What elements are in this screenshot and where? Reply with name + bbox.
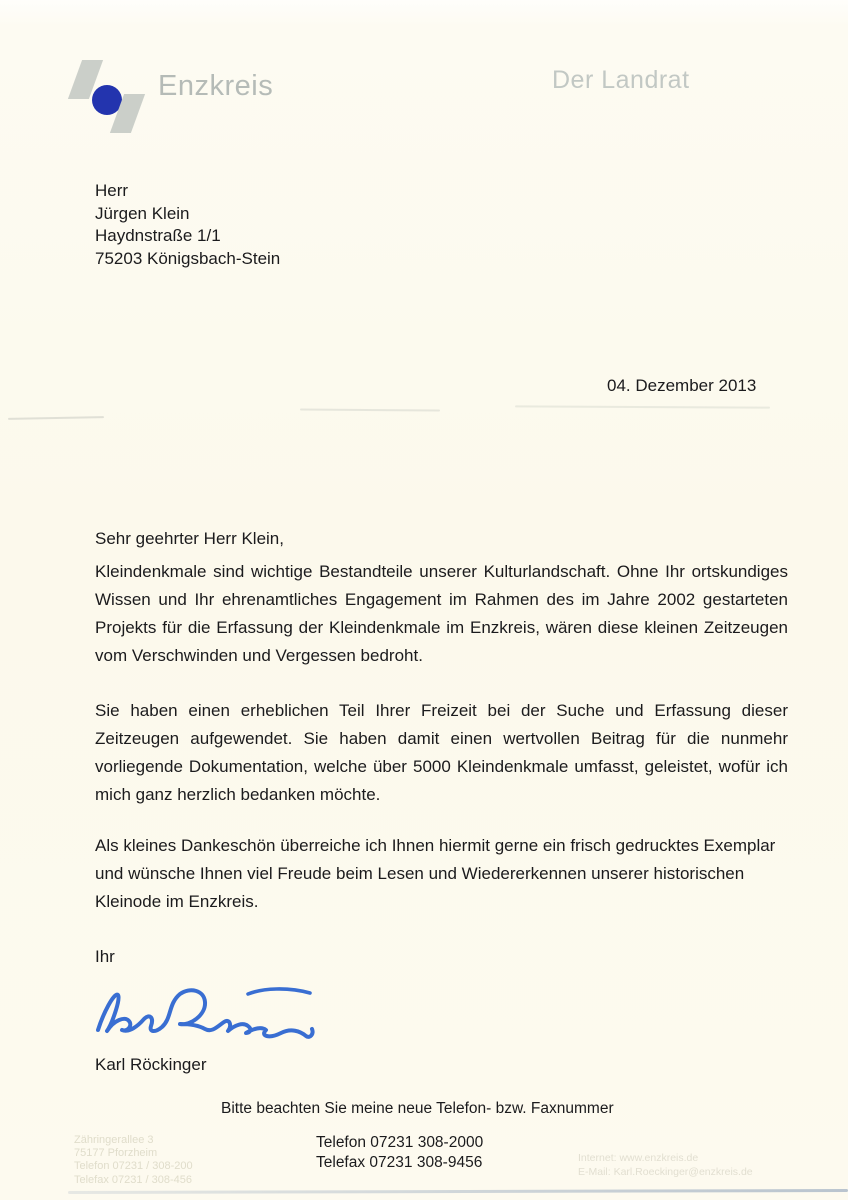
brand-name: Enzkreis [158,70,274,102]
body-paragraph: Kleindenkmale sind wichtige Bestandteile unserer Kulturlandschaft. Ohne Ihr ortskundiges Wissen und Ihr ehrenamtliches Engagement im Rahmen des im Jahre 2002 gestarteten Projekts für die Erfassung der Kleindenkmale im Enzkreis, wären diese kleinen Zeitzeugen vom Verschwinden und Vergessen bedroht. [95,562,788,665]
body-paragraph: Sie haben einen erheblichen Teil Ihrer Freizeit bei der Suche und Erfassung dieser Zeitzeugen aufgewendet. Sie haben damit einen wertvollen Beitrag für die nunmehr vorliegende Dokumentation, welche über 5000 Kleindenkmale umfasst, geleistet, wofür ich mich ganz herzlich bedanken möchte. [95,701,788,804]
recipient-line: Haydnstraße 1/1 [95,226,221,245]
recipient-line: Herr [95,181,129,200]
phone-change-notice: Bitte beachten Sie meine neue Telefon- bzw. Faxnummer [221,1100,614,1117]
recipient-line: Jürgen Klein [95,203,190,223]
footer-line: Telefax 07231 / 308-456 [74,1173,193,1186]
footer-line: E-Mail: Karl.Roeckinger@enzkreis.de [578,1165,753,1178]
closing-word: Ihr [95,947,115,966]
fold-crease [8,416,104,420]
body-paragraph: Als kleines Dankeschön überreiche ich Ihnen hiermit gerne ein frisch gedrucktes Exemplar und wünsche Ihnen viel Freude beim Lesen und Wiedererkennen unserer historischen Kleinode im Enzkreis. [95,836,776,911]
handwritten-signature-image [88,983,328,1045]
fax-number: Telefax 07231 308-9456 [316,1154,483,1171]
footer-line: Telefon 07231 / 308-200 [74,1160,193,1173]
letter-date: 04. Dezember 2013 [607,376,757,395]
footer-line: 75177 Pforzheim [74,1147,158,1160]
fold-crease [515,405,770,408]
footer-line: Zähringerallee 3 [74,1134,154,1146]
salutation: Sehr geehrter Herr Klein, [95,529,284,548]
signer-name: Karl Röckinger [95,1055,207,1074]
footer-web-block [578,1152,753,1179]
footer-line: Internet: www.enzkreis.de [578,1152,699,1164]
new-contact-numbers [316,1133,483,1173]
scan-edge-shadow [68,1189,848,1194]
recipient-line: 75203 Königsbach-Stein [95,248,281,268]
footer-address-block [74,1134,193,1187]
fold-crease [300,409,440,412]
recipient-address [95,180,280,270]
department-title: Der Landrat [552,66,690,94]
phone-number: Telefon 07231 308-2000 [316,1134,484,1151]
